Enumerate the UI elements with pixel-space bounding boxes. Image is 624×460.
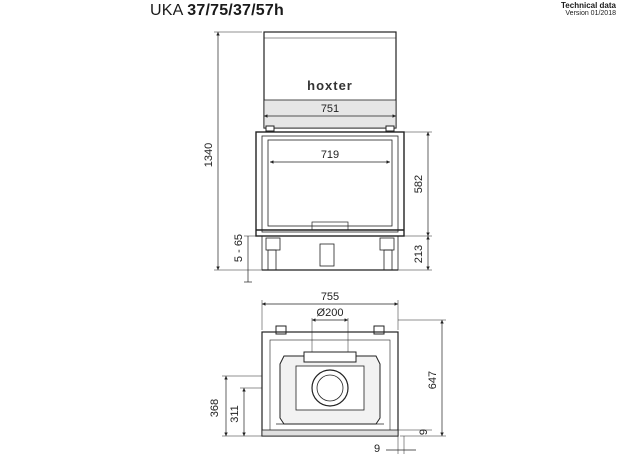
- tab-right: [386, 126, 394, 131]
- label-751: 751: [320, 103, 340, 115]
- flue-collar: [304, 352, 356, 362]
- top-view: [222, 300, 446, 454]
- label-368: 368: [209, 398, 221, 418]
- label-311: 311: [229, 405, 241, 423]
- tab-left: [266, 126, 274, 131]
- title-model: 37/75/37/57h: [187, 2, 284, 19]
- fireplace-body: [256, 132, 404, 236]
- base-bracket-right: [380, 238, 394, 250]
- label-213: 213: [413, 244, 425, 264]
- label-755: 755: [320, 291, 340, 303]
- label-d200: Ø200: [316, 307, 344, 319]
- doc-type-label: Technical data: [561, 1, 616, 10]
- title-prefix: UKA: [150, 2, 188, 19]
- front-glass: [262, 430, 398, 436]
- base-frame: [262, 236, 398, 270]
- foot-left: [268, 250, 276, 270]
- label-1340: 1340: [203, 142, 215, 168]
- label-582: 582: [413, 174, 425, 194]
- foot-right: [384, 250, 392, 270]
- brand-logo: hoxter: [307, 78, 353, 93]
- label-647: 647: [427, 370, 439, 390]
- label-719: 719: [320, 149, 340, 161]
- version-label: Version 01/2018: [565, 10, 616, 18]
- air-inlet: [320, 244, 334, 266]
- base-bracket-left: [266, 238, 280, 250]
- label-9-bottom: 9: [373, 443, 381, 455]
- top-bracket-left: [276, 326, 286, 334]
- top-bracket-right: [374, 326, 384, 334]
- label-9-side: 9: [418, 428, 430, 436]
- label-5-65: 5 - 65: [233, 233, 245, 263]
